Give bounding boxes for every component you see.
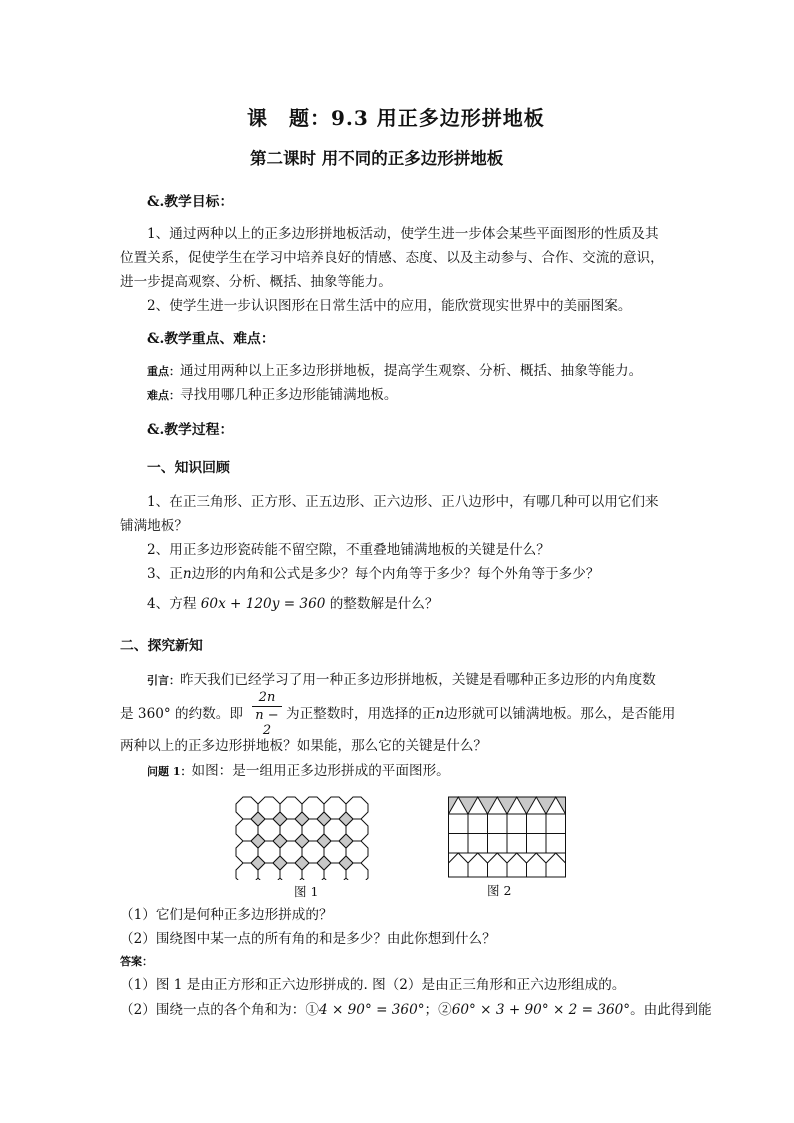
answer-2-prefix: （2）围绕一点的各个角和为：① bbox=[120, 1002, 319, 1018]
figure-2-triangle-square-tiling bbox=[448, 795, 566, 881]
goals-line-1: 1、通过两种以上的正多边形拼地板活动，使学生进一步体会某些平面图形的性质及其 bbox=[147, 226, 659, 242]
goals-line-4: 2、使学生进一步认识图形在日常生活中的应用，能欣赏现实世界中的美丽图案。 bbox=[147, 298, 632, 314]
square-tile bbox=[546, 834, 566, 854]
square-tile bbox=[488, 834, 508, 854]
square-tile bbox=[468, 814, 488, 834]
intro-text-1: 昨天我们已经学习了用一种正多边形拼地板，关键是看哪种正多边形的内角度数 bbox=[180, 672, 656, 688]
answer-2-equation-1: 4 × 90° = 360° bbox=[318, 1002, 425, 1018]
review-q3-n: n bbox=[182, 566, 192, 582]
intro-label: 引言： bbox=[147, 674, 180, 687]
answer-2 bbox=[120, 1001, 712, 1019]
problem-text: 如图：是一组用正多边形拼成的平面图形。 bbox=[191, 763, 450, 779]
review-q4-prefix: 4、方程 bbox=[147, 596, 197, 612]
goals-line-3: 进一步提高观察、分析、概括、抽象等能力。 bbox=[120, 274, 392, 290]
square-tile bbox=[507, 814, 527, 834]
problem-label: 问题 1： bbox=[147, 765, 192, 778]
pentagon-tile bbox=[468, 853, 488, 877]
intro-line-3: 两种以上的正多边形拼地板？如果能，那么它的关键是什么？ bbox=[120, 738, 488, 754]
fraction-bar bbox=[252, 706, 282, 707]
fraction-denominator: n − 2 bbox=[255, 708, 279, 738]
pentagon-tile bbox=[488, 853, 508, 877]
explore-heading: 二、探究新知 bbox=[120, 638, 203, 654]
review-q3-suffix: 边形的内角和公式是多少？每个内角等于多少？每个外角等于多少？ bbox=[191, 566, 600, 582]
figure-1-octagon-square-tiling bbox=[234, 795, 372, 880]
review-q1b: 铺满地板？ bbox=[120, 518, 188, 534]
review-q2: 2、用正多边形瓷砖能不留空隙，不重叠地铺满地板的关键是什么？ bbox=[147, 542, 550, 558]
process-heading: &.教学过程： bbox=[147, 422, 234, 438]
focus-line bbox=[147, 362, 642, 381]
review-q4-suffix: 的整数解是什么？ bbox=[329, 596, 439, 612]
answer-2-mid: ；② bbox=[424, 1002, 452, 1018]
focus-text: 通过用两种以上正多边形拼地板，提高学生观察、分析、概括、抽象等能力。 bbox=[180, 363, 643, 379]
square-tile bbox=[546, 814, 566, 834]
square-tile bbox=[449, 814, 469, 834]
intro-line-2a: 是 360° 的约数。即 bbox=[120, 706, 243, 722]
pentagon-tile bbox=[507, 853, 527, 877]
pentagon-tile bbox=[527, 853, 547, 877]
review-q4 bbox=[147, 595, 438, 613]
problem-line bbox=[147, 762, 450, 781]
review-q3 bbox=[147, 565, 599, 583]
page-subtitle: 第二课时 用不同的正多边形拼地板 bbox=[250, 149, 504, 168]
square-tile bbox=[527, 834, 547, 854]
difficulty-line bbox=[147, 386, 398, 405]
intro-text-2c: 边形就可以铺满地板。那么，是否能用 bbox=[444, 706, 676, 722]
figure-1-caption: 图 1 bbox=[294, 884, 319, 899]
intro-line-2b bbox=[286, 705, 675, 723]
review-q1a: 1、在正三角形、正方形、正五边形、正六边形、正八边形中，有哪几种可以用它们来 bbox=[147, 494, 659, 510]
square-tile bbox=[468, 834, 488, 854]
review-heading: 一、知识回顾 bbox=[147, 460, 230, 476]
review-q3-prefix: 3、正 bbox=[147, 566, 183, 582]
answer-label: 答案： bbox=[120, 955, 153, 968]
goals-heading: &.教学目标： bbox=[147, 194, 234, 210]
difficulty-label: 难点： bbox=[147, 389, 180, 402]
intro-n: n bbox=[435, 706, 445, 722]
figure-2-caption: 图 2 bbox=[487, 883, 512, 898]
pentagon-tile bbox=[449, 853, 469, 877]
sub-question-2: （2）围绕图中某一点的所有角的和是多少？由此你想到什么？ bbox=[120, 931, 496, 947]
goals-line-2: 位置关系，促使学生在学习中培养良好的情感、态度、以及主动参与、合作、交流的意识， bbox=[120, 250, 664, 266]
intro-text-2b: 为正整数时，用选择的正 bbox=[286, 706, 436, 722]
answer-2-suffix: 。由此得到能 bbox=[630, 1002, 712, 1018]
keypoints-heading: &.教学重点、难点： bbox=[147, 331, 275, 347]
fraction-2n-over-n-2 bbox=[252, 690, 282, 738]
review-q4-equation: 60x + 120y = 360 bbox=[200, 596, 326, 612]
square-tile bbox=[449, 834, 469, 854]
fraction-numerator: 2n bbox=[258, 690, 276, 705]
sub-question-1: （1）它们是何种正多边形拼成的？ bbox=[120, 907, 333, 923]
square-tile bbox=[488, 814, 508, 834]
pentagon-tile bbox=[546, 853, 566, 877]
page-title: 课 题：9.3 用正多边形拼地板 bbox=[247, 106, 545, 130]
square-tile bbox=[507, 834, 527, 854]
answer-2-equation-2: 60° × 3 + 90° × 2 = 360° bbox=[451, 1002, 631, 1018]
difficulty-text: 寻找用哪几种正多边形能铺满地板。 bbox=[180, 387, 398, 403]
answer-1: （1）图 1 是由正方形和正六边形拼成的. 图（2）是由正三角形和正六边形组成的。 bbox=[120, 977, 626, 993]
square-tile bbox=[527, 814, 547, 834]
intro-line-1 bbox=[147, 671, 656, 690]
focus-label: 重点： bbox=[147, 365, 180, 378]
